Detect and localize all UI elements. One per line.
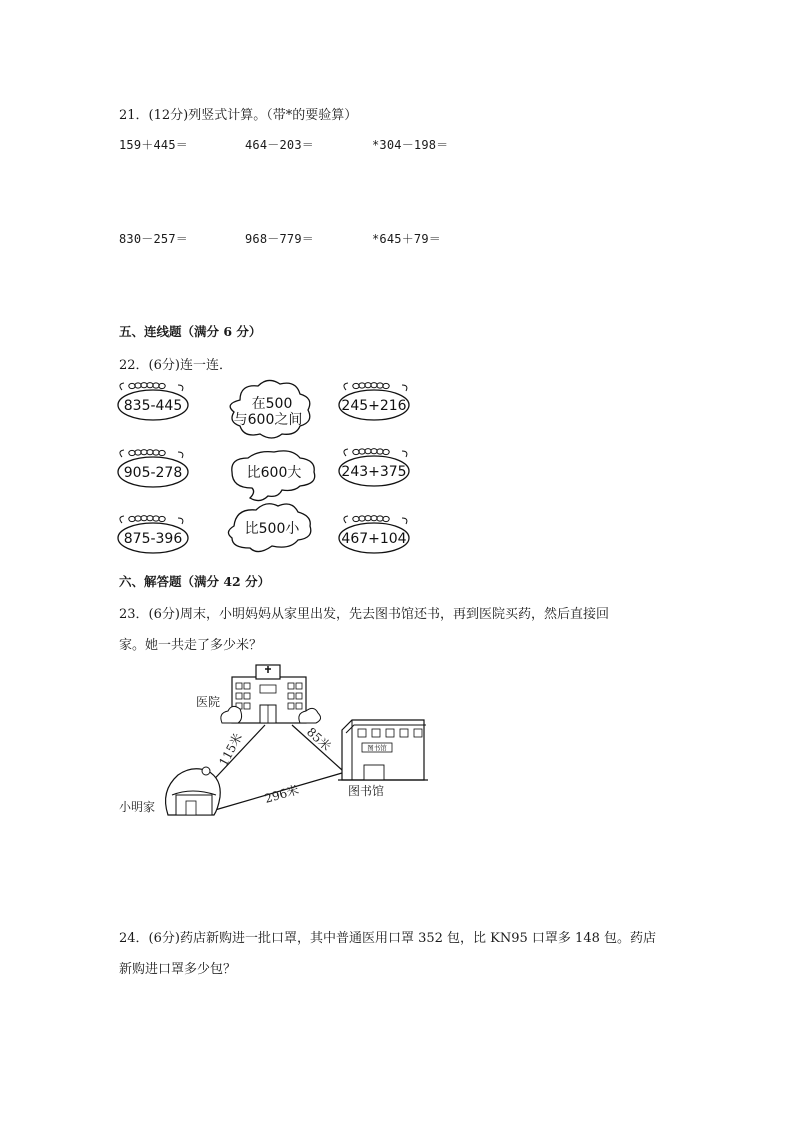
q23-line2: 家。她一共走了多少米？ — [119, 638, 263, 653]
library-label: 图书馆 — [348, 784, 385, 798]
library-building — [338, 720, 428, 780]
hospital-label: 医院 — [196, 695, 221, 709]
q21-expr-1: 159＋445＝ — [119, 138, 188, 152]
middle-cloud-1 — [230, 380, 310, 438]
right-oval-2 — [339, 449, 409, 486]
q24-line2: 新购进口罩多少包？ — [119, 962, 237, 977]
distance-home-library: 296米 — [262, 782, 301, 806]
middle-text-3: 比500小 — [244, 521, 300, 537]
middle-text-1b: 与600之间 — [233, 412, 303, 428]
left-oval-2 — [118, 450, 188, 487]
q23-map-figure — [110, 655, 440, 835]
q21-expr-3: *304－198＝ — [372, 138, 449, 152]
section6-title: 六、解答题（满分 42 分） — [119, 574, 271, 589]
q21-expr-5: 968－779＝ — [245, 232, 314, 246]
q24-line1: 24．(6分)药店新购进一批口罩，其中普通医用口罩 352 包，比 KN95 口罩多 148 包。药店 — [119, 931, 657, 946]
q21-expr-6: *645＋79＝ — [372, 232, 441, 246]
left-oval-3 — [118, 516, 188, 553]
q21-expr-4: 830－257＝ — [119, 232, 188, 246]
library-sign: 图书馆 — [367, 744, 387, 752]
left-oval-1 — [118, 383, 188, 420]
q22-matching-figure — [110, 378, 420, 558]
hospital-building — [221, 665, 321, 723]
distance-home-hospital: 115米 — [216, 731, 246, 769]
right-expr-1: 245+216 — [341, 398, 407, 414]
home-building — [166, 767, 221, 815]
left-expr-1: 835-445 — [123, 398, 183, 414]
right-expr-3: 467+104 — [341, 531, 407, 547]
home-label: 小明家 — [119, 800, 156, 814]
q21-expr-2: 464－203＝ — [245, 138, 314, 152]
left-expr-2: 905-278 — [123, 465, 183, 481]
right-oval-3 — [339, 516, 409, 553]
middle-text-1a: 在500 — [251, 396, 293, 412]
middle-text-2: 比600大 — [246, 465, 302, 481]
middle-cloud-3 — [228, 504, 310, 552]
right-expr-2: 243+375 — [341, 464, 407, 480]
section5-title: 五、连线题（满分 6 分） — [119, 324, 262, 339]
middle-cloud-2 — [232, 451, 315, 501]
q23-line1: 23．(6分)周末，小明妈妈从家里出发，先去图书馆还书，再到医院买药，然后直接回 — [119, 607, 609, 622]
q22-title: 22．(6分)连一连． — [119, 358, 232, 373]
distance-hospital-library: 85米 — [303, 724, 334, 754]
q21-title: 21．(12分)列竖式计算。（带*的要验算） — [119, 108, 358, 123]
right-oval-1 — [339, 383, 409, 420]
left-expr-3: 875-396 — [123, 531, 183, 547]
